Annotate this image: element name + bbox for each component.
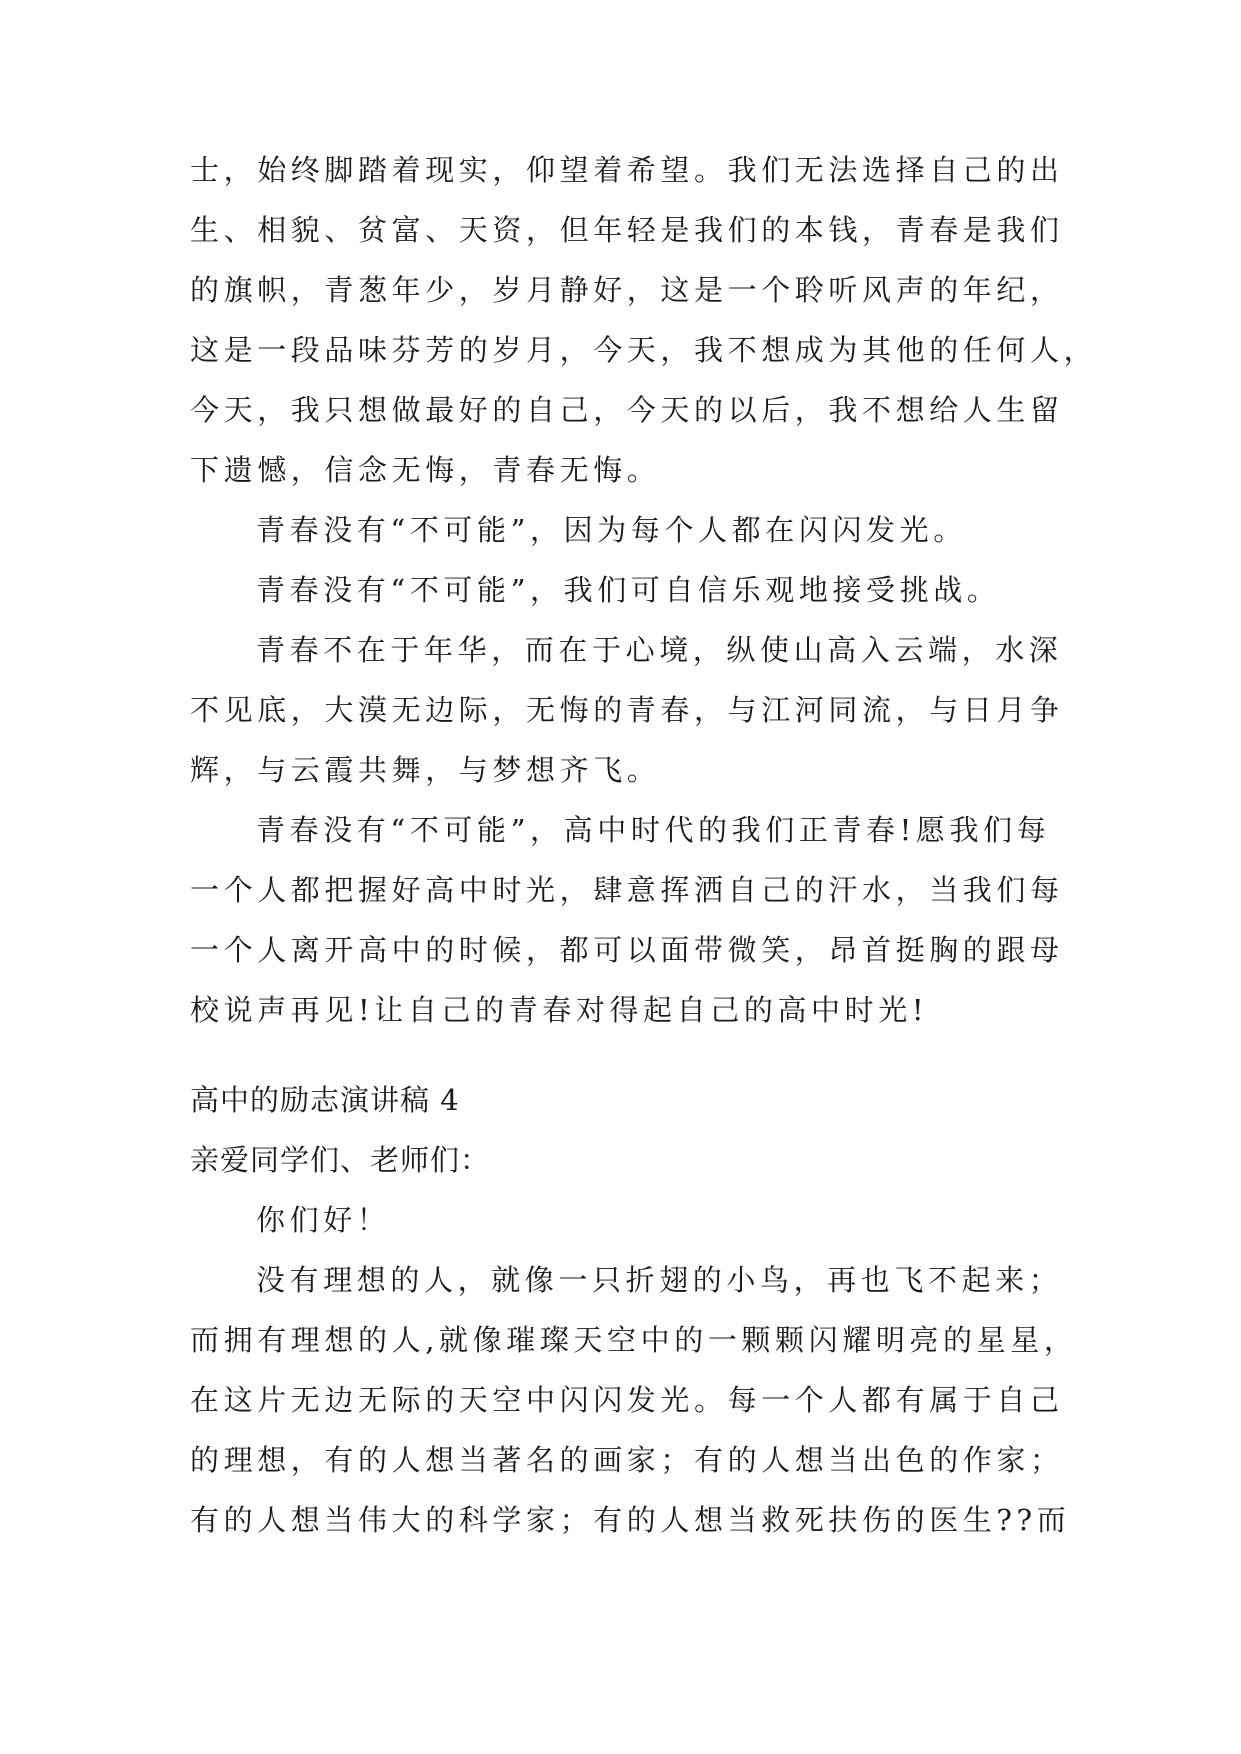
paragraph-line: 辉，与云霞共舞，与梦想齐飞。 [190, 753, 661, 787]
paragraph-line: 一个人离开高中的时候，都可以面带微笑，昂首挺胸的跟母 [190, 933, 1064, 967]
salutation: 亲爱同学们、老师们： [190, 1143, 491, 1177]
paragraph-line: 青春没有“不可能”，高中时代的我们正青春!愿我们每 [256, 813, 1051, 847]
section-heading: 高中的励志演讲稿 4 [190, 1083, 460, 1117]
paragraph-line: 的旗帜，青葱年少，岁月静好，这是一个聆听风声的年纪， [190, 273, 1064, 307]
paragraph-line: 士，始终脚踏着现实，仰望着希望。我们无法选择自己的出 [190, 153, 1064, 187]
paragraph-line: 青春没有“不可能”，我们可自信乐观地接受挑战。 [256, 573, 1001, 607]
paragraph-line: 而拥有理想的人,就像璀璨天空中的一颗颗闪耀明亮的星星， [190, 1323, 1078, 1357]
paragraph-line: 这是一段品味芬芳的岁月，今天，我不想成为其他的任何人， [190, 333, 1098, 367]
paragraph-line: 没有理想的人，就像一只折翅的小鸟，再也飞不起来； [256, 1263, 1063, 1297]
paragraph-line: 校说声再见!让自己的青春对得起自己的高中时光! [190, 993, 929, 1027]
paragraph-line: 在这片无边无际的天空中闪闪发光。每一个人都有属于自己 [190, 1383, 1064, 1417]
paragraph-line: 一个人都把握好高中时光，肆意挥洒自己的汗水，当我们每 [190, 873, 1064, 907]
paragraph-line: 青春没有“不可能”，因为每个人都在闪闪发光。 [256, 513, 967, 547]
paragraph-line: 有的人想当伟大的科学家；有的人想当救死扶伤的医生??而 [190, 1503, 1071, 1537]
paragraph-line: 的理想，有的人想当著名的画家；有的人想当出色的作家； [190, 1443, 1064, 1477]
paragraph-line: 下遗憾，信念无悔，青春无悔。 [190, 453, 661, 487]
paragraph-line: 今天，我只想做最好的自己，今天的以后，我不想给人生留 [190, 393, 1064, 427]
greeting: 你们好！ [256, 1203, 391, 1237]
paragraph-line: 生、相貌、贫富、天资，但年轻是我们的本钱，青春是我们 [190, 213, 1064, 247]
paragraph-line: 不见底，大漠无边际，无悔的青春，与江河同流，与日月争 [190, 693, 1064, 727]
paragraph-line: 青春不在于年华，而在于心境，纵使山高入云端，水深 [256, 633, 1063, 667]
